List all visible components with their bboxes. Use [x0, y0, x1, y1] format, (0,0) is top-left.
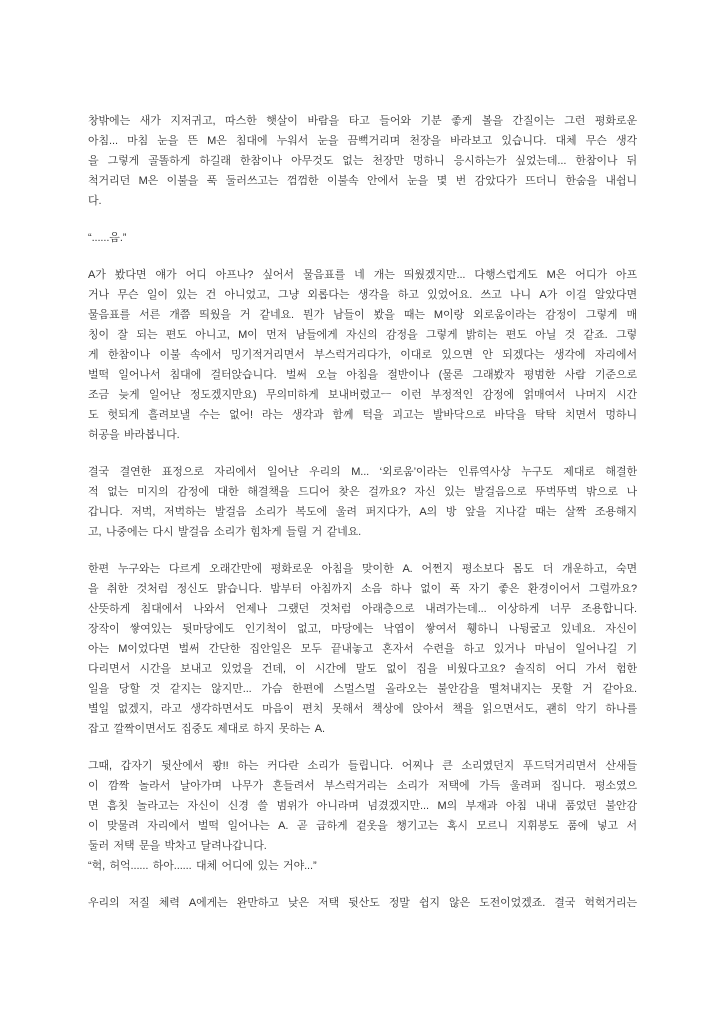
text-line: 조금 늦게 일어난 정도겠지만요) 무의미하게 보내버렸고ㅡ 이런 부정적인 감정에 얽매여서 나머지 시간: [88, 389, 637, 401]
text-line: 둘러 저택 문을 박차고 달려나갑니다.: [88, 840, 267, 852]
text-line: 장작이 쌓여있는 뒷마당에도 인기척이 없고, 마당에는 낙엽이 쌓여서 휑하니 나뒹굴고 있네요. 자신이: [88, 623, 637, 635]
paragraph: [88, 756, 637, 876]
text-line: 다리면서 시간을 보내고 있었을 건데, 이 시간에 말도 없이 집을 비웠다고요? 솔직히 어디 가서 험한: [88, 663, 637, 675]
text-line: 다.: [88, 195, 102, 207]
text-line: 잡고 깔짝이면서도 집중도 제대로 하지 못하는 A.: [88, 723, 325, 735]
text-line: 을 취한 것처럼 정신도 맑습니다. 밤부터 아침까지 소음 하나 없이 푹 자기 좋은 환경이어서 그럴까요?: [88, 583, 637, 595]
text-line: 도 헛되게 흘려보낼 수는 없어! 라는 생각과 함께 턱을 괴고는 발바닥으로 바닥을 탁탁 치면서 멍하니: [88, 409, 637, 421]
text-line: 을 그렇게 골똘하게 하길래 한참이나 아무것도 없는 천장만 멍하니 응시하는가 싶었는데... 한참이나 뒤: [88, 155, 637, 167]
text-line: 거나 무슨 일이 있는 건 아니었고, 그냥 외롭다는 생각을 하고 있었어요. 쓰고 나니 A가 이걸 알았다면: [88, 289, 637, 301]
paragraph: [88, 462, 637, 542]
text-line: 허공을 바라봅니다.: [88, 429, 180, 441]
text-line: 게 한참이나 이불 속에서 밍기적거리면서 부스럭거리다가, 이대로 있으면 안 되겠다는 생각에 자리에서: [88, 349, 637, 361]
text-line: 창밖에는 새가 지저귀고, 따스한 햇살이 바람을 타고 들어와 기분 좋게 볼을 간질이는 그런 평화로운: [88, 115, 637, 127]
text-line: 그때, 갑자기 뒷산에서 쾅!! 하는 커다란 소리가 들립니다. 어찌나 큰 소리였던지 푸드덕거리면서 산새들: [88, 760, 637, 772]
text-line: 고, 나중에는 다시 발걸음 소리가 힘차게 들릴 거 같네요.: [88, 526, 362, 538]
paragraph: [88, 893, 637, 913]
paragraph: [88, 559, 637, 739]
paragraph: [88, 265, 637, 445]
text-line: 칭이 잘 되는 편도 아니고, M이 먼저 남들에게 자신의 감정을 그렇게 밝히는 편도 아닐 것 같죠. 그렇: [88, 329, 637, 341]
text-line: 적 없는 미지의 감정에 대한 해결책을 드디어 찾은 걸까요? 자신 있는 발걸음으로 뚜벅뚜벅 밖으로 나: [88, 486, 637, 498]
text-line: 물음표를 서른 개쯤 띄웠을 거 같네요. 뭔가 남들이 봤을 때는 M이랑 외로움이라는 감정이 그렇게 매: [88, 309, 637, 321]
paragraph: [88, 228, 637, 248]
text-line: 아는 M이었다면 벌써 간단한 집안일은 모두 끝내놓고 혼자서 수련을 하고 있거나 마님이 일어나길 기: [88, 643, 637, 655]
text-line: A가 봤다면 얘가 어디 아프나? 싶어서 물음표를 네 개는 띄웠겠지만... 다행스럽게도 M은 어디가 아프: [88, 269, 637, 281]
text-line: 산뜻하게 침대에서 나와서 언제나 그랬던 것처럼 아래층으로 내려가는데... 이상하게 너무 조용합니다.: [88, 603, 637, 615]
text-line: 이 깜짝 놀라서 날아가며 나무가 흔들려서 부스럭거리는 소리가 저택에 가득 울려퍼 집니다. 평소였으: [88, 780, 637, 792]
text-line: “헉, 허억...... 하아...... 대체 어디에 있는 거야...”: [88, 860, 317, 872]
text-line: 한편 누구와는 다르게 오래간만에 평화로운 아침을 맞이한 A. 어쩐지 평소보다 몸도 더 개운하고, 숙면: [88, 563, 637, 575]
text-line: 이 맞물려 자리에서 벌떡 일어나는 A. 곧 급하게 겉옷을 챙기고는 혹시 모르니 지휘봉도 품에 넣고 서: [88, 820, 637, 832]
text-line: 아침... 마침 눈을 뜬 M은 침대에 누워서 눈을 끔뻑거리며 천장을 바라보고 있습니다. 대체 무슨 생각: [88, 135, 637, 147]
document-text-block: [88, 111, 637, 930]
text-line: “......음.”: [88, 232, 127, 244]
text-line: 갑니다. 저벅, 저벅하는 발걸음 소리가 복도에 울려 퍼지다가, A의 방 앞을 지나갈 때는 살짝 조용해지: [88, 506, 637, 518]
paragraph: [88, 111, 637, 211]
text-line: 벌떡 일어나서 침대에 걸터앉습니다. 벌써 오늘 아침을 절반이나 (물론 그래봤자 평범한 사람 기준으로: [88, 369, 637, 381]
text-line: 결국 결연한 표정으로 자리에서 일어난 우리의 M... ‘외로움’이라는 인류역사상 누구도 제대로 해결한: [88, 466, 637, 478]
text-line: 일을 당할 것 같지는 않지만... 가슴 한편에 스멀스멀 올라오는 불안감을 떨쳐내지는 못할 거 같아요.: [88, 683, 637, 695]
text-line: 우리의 저질 체력 A에게는 완만하고 낮은 저택 뒷산도 정말 쉽지 않은 도전이었겠죠. 결국 헉헉거리는: [88, 897, 637, 909]
text-line: 별일 없겠지, 라고 생각하면서도 마음이 편치 못해서 책상에 앉아서 책을 읽으면서도, 괜히 악기 하나를: [88, 703, 637, 715]
text-line: 면 흠칫 놀라고는 자신이 신경 쓸 범위가 아니라며 넘겼겠지만... M의 부재과 아침 내내 품었던 불안감: [88, 800, 637, 812]
text-line: 척거리던 M은 이불을 푹 둘러쓰고는 껌껌한 이불속 안에서 눈을 몇 번 감았다가 뜨더니 한숨을 내쉽니: [88, 175, 637, 187]
